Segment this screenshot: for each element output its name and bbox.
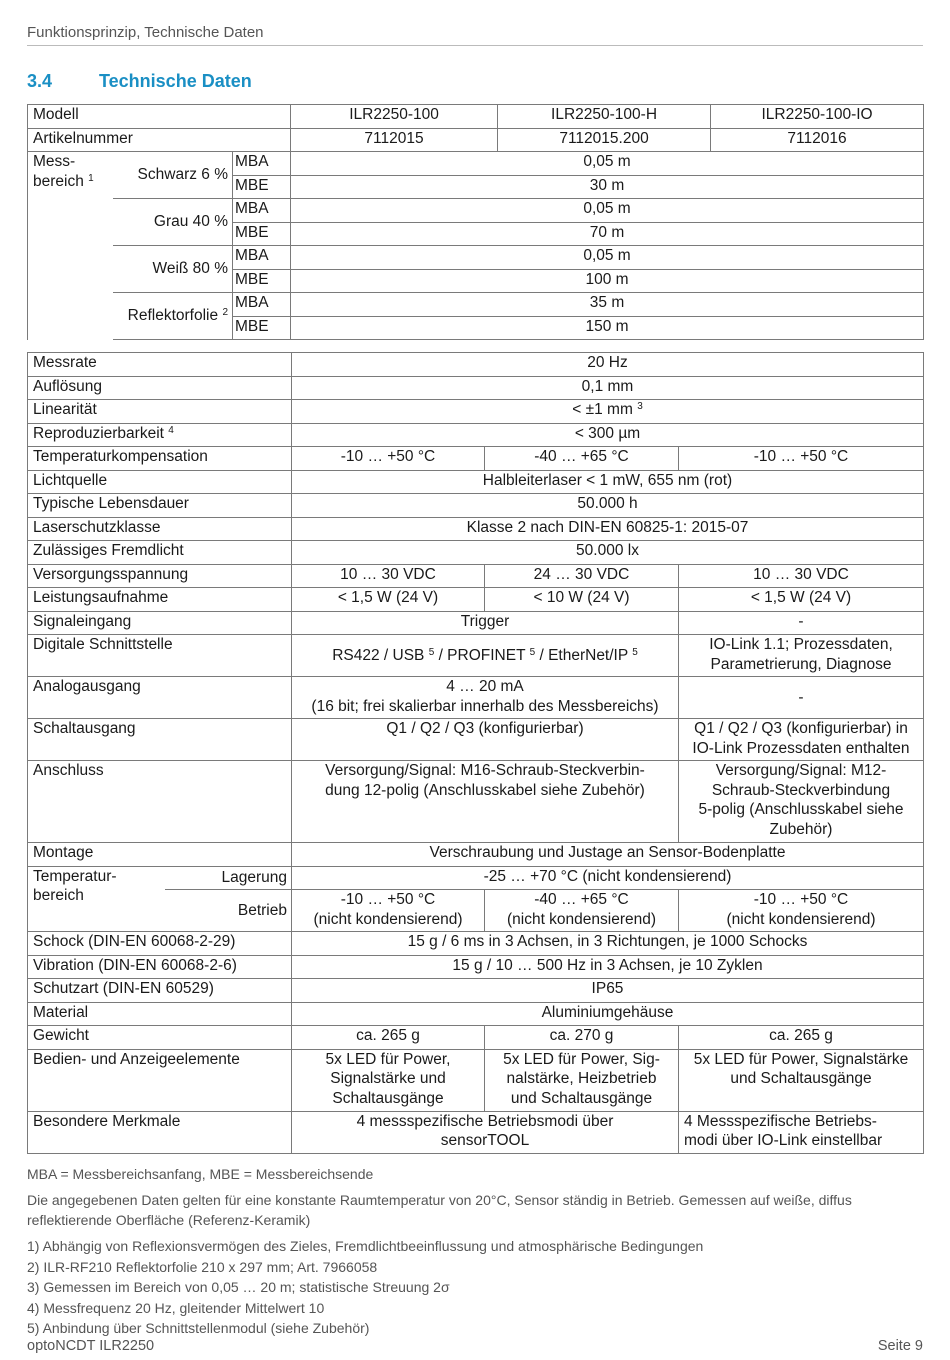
range-kind: MBA [233,293,291,317]
page-number: Seite 9 [877,1338,923,1354]
footnote: 5) Anbindung über Schnittstellenmodul (siehe Zubehör) [27,1320,370,1336]
table-row [28,246,924,270]
spec-line: nalstärke, Heizbetrieb [506,1070,657,1087]
spec-value: < 1,5 W (24 V) [679,588,924,612]
table-row [28,1049,924,1111]
model-name: ILR2250-100-IO [711,105,924,129]
table-row [28,541,924,565]
table-row [28,564,924,588]
spec-value: ca. 265 g [292,1026,485,1050]
spec-line: 4 … 20 mA [446,678,524,695]
table-row [28,588,924,612]
table-row [28,517,924,541]
range-kind: MBA [233,199,291,223]
spec-value [485,1049,679,1111]
table-row [28,843,924,867]
spec-line: bereich [33,887,84,904]
range-group-label [113,152,233,199]
spec-label: Montage [28,843,292,867]
spec-line: 5x LED für Power, Signalstärke [693,1050,909,1068]
notes-section [27,1164,923,1339]
spec-value-io: - [679,677,924,719]
section-heading [27,71,252,92]
spec-value: Q1 / Q2 / Q3 (konfigurierbar) [292,719,679,761]
spec-line: 4 Messspezifische Betriebs- [684,1112,877,1130]
spec-value [292,400,924,424]
range-value: 35 m [291,293,924,317]
spec-value: -25 … +70 °C (nicht kondensierend) [292,866,924,890]
footnote-ref: 5 [529,646,536,658]
spec-line: Schraub-Steckverbindung [711,781,891,799]
footnote-ref: 3 [637,401,643,412]
spec-value [292,1049,485,1111]
spec-value: Verschraubung und Justage an Sensor-Bodenplatte [292,843,924,867]
spec-label: Versorgungsspannung [28,564,292,588]
spec-label: Schaltausgang [28,719,292,761]
footnote: 2) ILR-RF210 Reflektorfolie 210 x 297 mm; Art. 7966058 [27,1258,378,1275]
interface-profinet: / PROFINET [434,646,526,664]
spec-label-text: Reproduzierbarkeit [33,424,164,442]
spec-line: -10 … +50 °C [340,891,436,908]
range-value: 150 m [291,316,924,340]
model-name: ILR2250-100-H [498,105,711,129]
range-value: 100 m [291,269,924,293]
spec-value: 24 … 30 VDC [485,564,679,588]
spec-value: Aluminiumgehäuse [292,1002,924,1026]
spec-label: Digitale Schnittstelle [28,635,292,677]
range-group-text: Schwarz 6 % [137,166,228,184]
interface-ethernet: / EtherNet/IP [535,646,628,664]
messbereich-label-line1: Mess- [33,153,76,170]
table-row [28,719,924,761]
spec-value [292,1111,679,1153]
spec-value: < 1,5 W (24 V) [292,588,485,612]
spec-value-io: - [679,611,924,635]
lagerung-label: Lagerung [165,866,292,890]
spec-label: Material [28,1002,292,1026]
spec-value: < 10 W (24 V) [485,588,679,612]
spec-label: Lichtquelle [28,470,292,494]
spec-value: 10 … 30 VDC [679,564,924,588]
table-row [28,761,924,843]
spec-value-io [679,719,924,761]
spec-value-io [679,1111,924,1153]
page-header [27,24,923,46]
spec-value: Klasse 2 nach DIN-EN 60825-1: 2015-07 [292,517,924,541]
range-kind: MBA [233,246,291,270]
article-number: 7112016 [711,128,924,152]
spec-value: 10 … 30 VDC [292,564,485,588]
range-kind: MBE [233,175,291,199]
spec-value-io [679,761,924,843]
spec-value [292,677,679,719]
spec-line: Schaltausgänge [332,1089,444,1107]
table-row [28,1002,924,1026]
range-group-text: Weiß 80 % [152,260,228,278]
spec-line: 5x LED für Power, Sig- [503,1050,660,1068]
spec-line: Versorgung/Signal: M12- [715,762,887,779]
range-group-text: Reflektorfolie [127,307,219,325]
spec-line: IO-Link 1.1; Prozessdaten, [709,636,893,653]
range-group-label [113,293,233,340]
general-note-line2: reflektierende Oberfläche (Referenz-Keramik) [27,1212,311,1228]
spec-label: Zulässiges Fremdlicht [28,541,292,565]
spec-line: sensorTOOL [440,1132,530,1149]
spec-label: Anschluss [28,761,292,843]
table-row [28,105,924,129]
range-kind: MBE [233,269,291,293]
spec-line: (16 bit; frei skalierbar innerhalb des Messbereichs) [311,697,659,715]
spec-value [292,890,485,932]
spec-line: -10 … +50 °C [753,891,849,908]
range-kind: MBE [233,222,291,246]
spec-value: 15 g / 10 … 500 Hz in 3 Achsen, je 10 Zyklen [292,955,924,979]
range-value: 70 m [291,222,924,246]
spec-value: -40 … +65 °C [485,447,679,471]
spec-value: 50.000 h [292,494,924,518]
footnote-ref: 5 [632,646,638,658]
table-row [28,376,924,400]
table-row [28,423,924,447]
table-row [28,447,924,471]
range-kind: MBE [233,316,291,340]
table-row [28,1111,924,1153]
table-row [28,635,924,677]
model-name: ILR2250-100 [291,105,498,129]
spec-line: dung 12-polig (Anschlusskabel siehe Zubehör) [325,781,645,799]
footnote-ref: 5 [428,646,435,658]
spec-value [485,890,679,932]
spec-value [679,1049,924,1111]
range-value: 0,05 m [291,199,924,223]
spec-line: Versorgung/Signal: M16-Schraub-Steckverbin- [325,762,645,779]
spec-value: 15 g / 6 ms in 3 Achsen, in 3 Richtungen, je 1000 Schocks [292,932,924,956]
spec-label: Bedien- und Anzeigeelemente [28,1049,292,1111]
spec-line: (nicht kondensierend) [506,910,657,928]
interface-usb: RS422 / USB [332,646,425,664]
spec-label: Signaleingang [28,611,292,635]
range-value: 0,05 m [291,246,924,270]
spec-line: 5x LED für Power, [325,1050,451,1068]
footer-product: optoNCDT ILR2250 [27,1338,155,1354]
footnote-ref: 4 [168,424,174,436]
temperaturbereich-label [28,866,165,932]
table-row [28,199,924,223]
footnote-ref: 1 [88,172,94,184]
spec-line: und Schaltausgänge [730,1070,872,1087]
article-number: 7112015 [291,128,498,152]
spec-value: 50.000 lx [292,541,924,565]
model-range-table [27,104,924,340]
spec-line: Zubehör) [769,820,833,838]
spec-label: Leistungsaufnahme [28,588,292,612]
table-row [28,677,924,719]
range-group-text: Grau 40 % [153,213,228,231]
table-row [28,293,924,317]
spec-line: Q1 / Q2 / Q3 (konfigurierbar) in [694,720,908,737]
table-row [28,955,924,979]
spec-label: Vibration (DIN-EN 60068-2-6) [28,955,292,979]
spec-value: ca. 270 g [485,1026,679,1050]
spec-line: -40 … +65 °C [534,891,629,908]
spec-label: Temperaturkompensation [28,447,292,471]
table-row [28,400,924,424]
spec-line: Temperatur- [33,867,117,885]
spec-line: modi über IO-Link einstellbar [684,1132,883,1149]
spec-label: Typische Lebensdauer [28,494,292,518]
range-group-label [113,199,233,246]
spec-value: Trigger [292,611,679,635]
specs-table [27,352,924,1154]
spec-value [292,761,679,843]
messbereich-label [28,152,113,340]
spec-line: 5-polig (Anschlusskabel siehe [698,801,904,818]
general-note [27,1190,923,1230]
footnote: 3) Gemessen im Bereich von 0,05 … 20 m; statistische Streuung 2σ [27,1279,450,1295]
spec-line: (nicht kondensierend) [313,910,463,928]
table-row [28,152,924,176]
spec-value: < 300 µm [292,423,924,447]
spec-value: IP65 [292,979,924,1003]
range-value: 0,05 m [291,152,924,176]
spec-label: Messrate [28,353,292,377]
table-row [28,979,924,1003]
section-number: 3.4 [27,71,53,91]
footnote: 4) Messfrequenz 20 Hz, gleitender Mittelwert 10 [27,1299,325,1316]
spec-label: Auflösung [28,376,292,400]
spec-value: -10 … +50 °C [679,447,924,471]
footnote: 1) Abhängig von Reflexionsvermögen des Zieles, Fremdlichtbeeinflussung und atmosphärische Bedingungen [27,1238,704,1254]
table-row [28,494,924,518]
article-number: 7112015.200 [498,128,711,152]
table-row [28,128,924,152]
table-row [28,470,924,494]
spec-value: 0,1 mm [292,376,924,400]
spec-value: 20 Hz [292,353,924,377]
page-footer [27,1338,923,1354]
spec-value: Halbleiterlaser < 1 mW, 655 nm (rot) [292,470,924,494]
spec-label [28,423,292,447]
spec-value: ca. 265 g [679,1026,924,1050]
spec-label: Schutzart (DIN-EN 60529) [28,979,292,1003]
modell-label: Modell [28,105,291,129]
table-row [28,1026,924,1050]
range-kind: MBA [233,152,291,176]
general-note-line1: Die angegebenen Daten gelten für eine konstante Raumtemperatur von 20°C, Sensor ständig in Betrieb. Gemessen auf weiße, diffus [27,1192,852,1208]
spec-label: Besondere Merkmale [28,1111,292,1153]
spec-line: IO-Link Prozessdaten enthalten [692,739,910,757]
spec-label: Laserschutzklasse [28,517,292,541]
header-title: Funktionsprinzip, Technische Daten [27,24,264,41]
table-row [28,866,924,890]
footnote-ref: 2 [222,307,228,319]
table-row [28,932,924,956]
spec-value-text: < ±1 mm [572,401,633,418]
spec-value: -10 … +50 °C [292,447,485,471]
range-group-label [113,246,233,293]
range-value: 30 m [291,175,924,199]
table-row [28,353,924,377]
spec-label: Linearität [28,400,292,424]
spec-line: und Schaltausgänge [510,1089,653,1107]
table-row [28,611,924,635]
spec-label: Gewicht [28,1026,292,1050]
spec-line: 4 messspezifische Betriebsmodi über [356,1112,614,1130]
messbereich-label-line2: bereich [33,172,84,190]
spec-value [679,890,924,932]
spec-line: (nicht kondensierend) [726,910,876,928]
legend-note: MBA = Messbereichsanfang, MBE = Messbereichsende [27,1166,374,1182]
spec-label: Analogausgang [28,677,292,719]
spec-line: Parametrierung, Diagnose [710,655,892,673]
spec-value-io [679,635,924,677]
artikel-label: Artikelnummer [28,128,291,152]
spec-line: Signalstärke und [330,1070,446,1087]
spec-value [292,635,679,677]
section-title: Technische Daten [99,71,252,91]
betrieb-label: Betrieb [165,890,292,932]
spec-label: Schock (DIN-EN 60068-2-29) [28,932,292,956]
